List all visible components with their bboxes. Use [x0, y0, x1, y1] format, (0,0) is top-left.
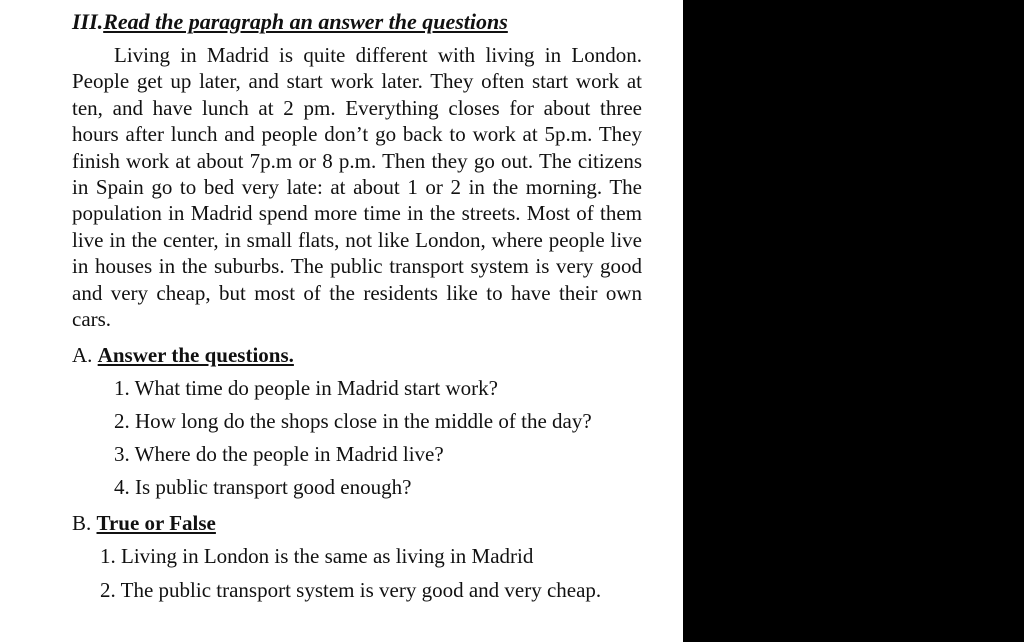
section-a-marker: A. [72, 343, 93, 368]
section-b-heading [72, 510, 642, 536]
section-a-question-list [72, 375, 642, 500]
question-item: 4. Is public transport good enough? [114, 475, 412, 500]
reading-paragraph: Living in Madrid is quite different with living in London. People get up later, and start work later. They often start work at ten, and have lunch at 2 pm. Everything closes for about three hours after lunch and people don’t go back to work at 5p.m. They finish work at about 7p.m or 8 p.m. Then they go out. The citizens in Spain go to bed very late: at about 1 or 2 in the morning. The population in Madrid spend more time in the streets. Most of them live in the center, in small flats, not like London, where people live in houses in the suburbs. The public transport system is very good and very cheap, but most of the residents like to have their own cars. [72, 43, 642, 332]
worksheet-page [72, 6, 642, 603]
black-margin-panel [683, 0, 1024, 642]
exercise-title: Read the paragraph an answer the questions [103, 9, 508, 34]
section-b-title: True or False [96, 511, 216, 536]
section-a-title: Answer the questions. [97, 343, 294, 368]
exercise-number: III. [72, 9, 104, 34]
exercise-heading [72, 6, 642, 38]
question-item: 3. Where do the people in Madrid live? [114, 442, 444, 467]
section-b-marker: B. [72, 511, 92, 536]
section-a-heading [72, 342, 642, 368]
question-item: 2. How long do the shops close in the middle of the day? [114, 409, 592, 434]
statement-item: 2. The public transport system is very good and very cheap. [100, 577, 602, 602]
section-b-statement-list [72, 543, 642, 603]
question-item: 1. What time do people in Madrid start work? [114, 376, 498, 401]
statement-item: 1. Living in London is the same as living in Madrid [100, 544, 534, 569]
